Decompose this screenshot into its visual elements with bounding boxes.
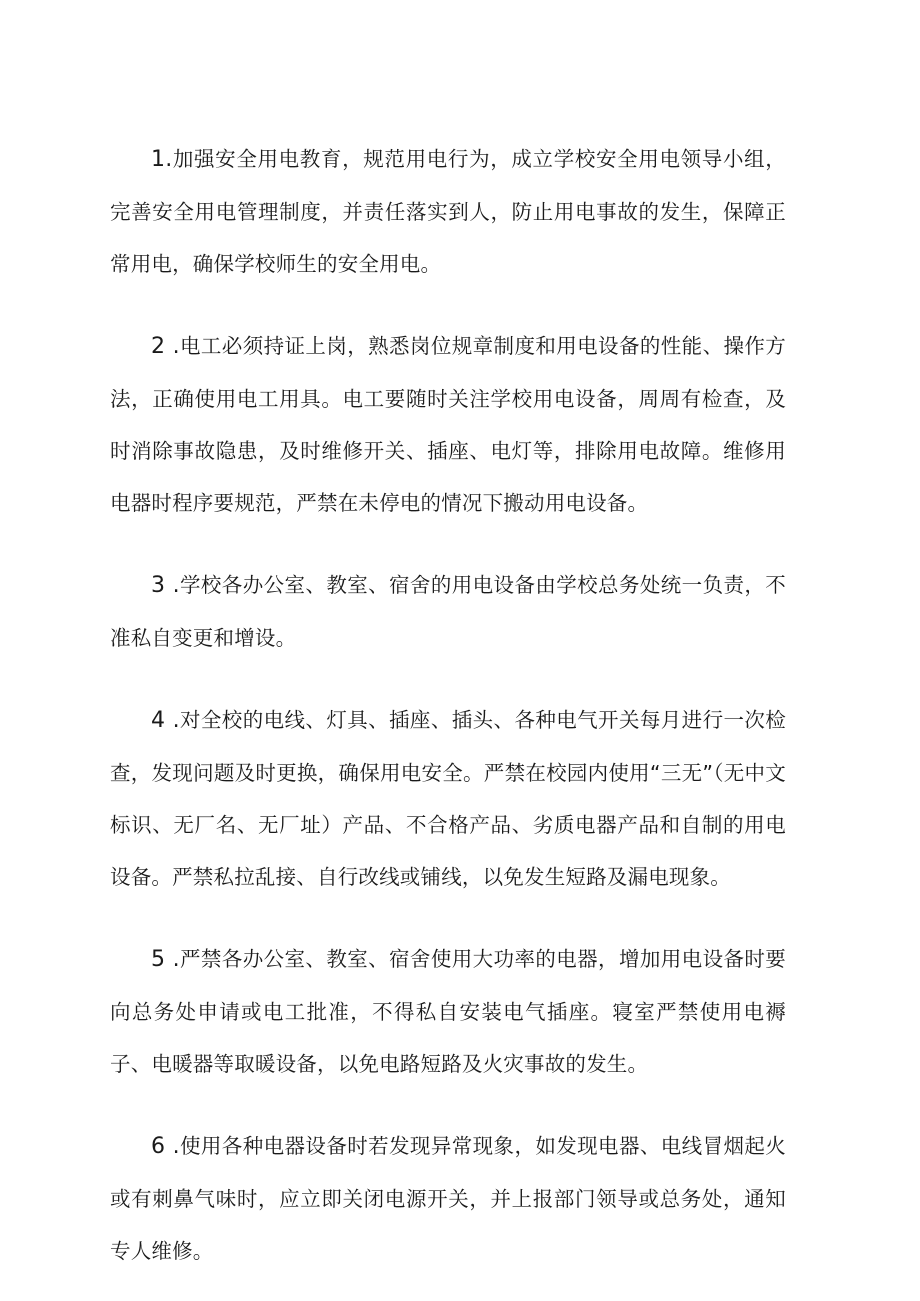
- paragraph-6: [110, 1120, 786, 1277]
- paragraph-text: 加强安全用电教育，规范用电行为，成立学校安全用电领导小组，完善安全用电管理制度，并责任落实到人，防止用电事故的发生，保障正常用电，确保学校师生的安全用电。: [110, 147, 786, 276]
- paragraph-text: 对全校的电线、灯具、插座、插头、各种电气开关每月进行一次检查，发现问题及时更换，确保用电安全。严禁在校园内使用“三无”（无中文标识、无厂名、无厂址）产品、不合格产品、劣质电器产品和自制的用电设备。严禁私拉乱接、自行改线或铺线，以免发生短路及漏电现象。: [110, 708, 786, 889]
- paragraph-4: [110, 694, 786, 903]
- paragraph-text: 学校各办公室、教室、宿舍的用电设备由学校总务处统一负责，不准私自变更和增设。: [110, 573, 786, 650]
- paragraph-number: 6 .: [151, 1134, 180, 1159]
- paragraph-1: [110, 133, 786, 290]
- paragraph-number: 3 .: [151, 573, 180, 598]
- document-body: [110, 133, 786, 1277]
- paragraph-3: [110, 559, 786, 664]
- paragraph-number: 2 .: [151, 334, 180, 359]
- paragraph-number: 5 .: [151, 947, 180, 972]
- paragraph-number: 1.: [151, 147, 173, 172]
- paragraph-2: [110, 320, 786, 529]
- paragraph-text: 严禁各办公室、教室、宿舍使用大功率的电器，增加用电设备时要向总务处申请或电工批准，不得私自安装电气插座。寝室严禁使用电褥子、电暖器等取暖设备，以免电路短路及火灾事故的发生。: [110, 947, 786, 1076]
- paragraph-5: [110, 933, 786, 1090]
- paragraph-text: 电工必须持证上岗，熟悉岗位规章制度和用电设备的性能、操作方法，正确使用电工用具。电工要随时关注学校用电设备，周周有检查，及时消除事故隐患，及时维修开关、插座、电灯等，排除用电故障。维修用电器时程序要规范，严禁在未停电的情况下搬动用电设备。: [110, 334, 786, 515]
- paragraph-text: 使用各种电器设备时若发现异常现象，如发现电器、电线冒烟起火或有刺鼻气味时，应立即关闭电源开关，并上报部门领导或总务处，通知专人维修。: [110, 1134, 786, 1263]
- paragraph-number: 4 .: [151, 708, 180, 733]
